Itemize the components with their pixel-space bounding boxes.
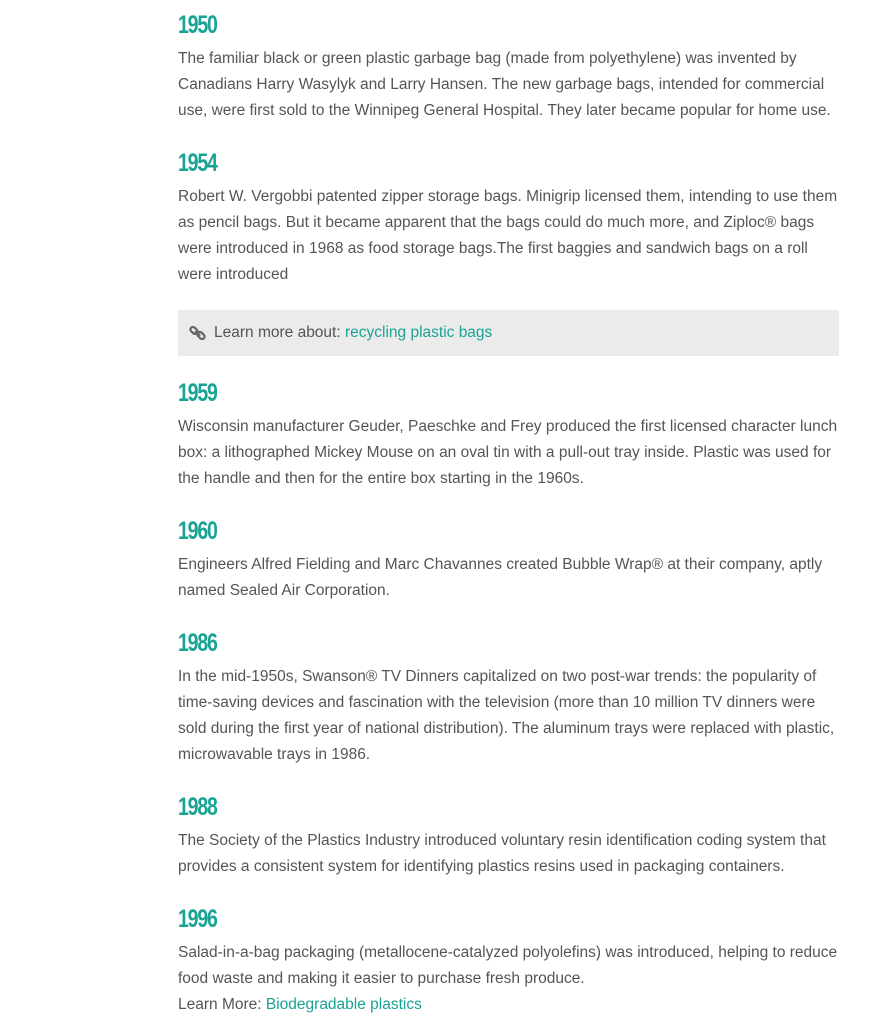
year-heading: 1988 bbox=[178, 793, 217, 821]
recycling-plastic-bags-link[interactable]: recycling plastic bags bbox=[344, 324, 493, 341]
year-heading: 1986 bbox=[178, 629, 217, 657]
timeline-entry-1954 bbox=[178, 148, 843, 310]
learn-more-prefix: Learn more about: bbox=[214, 324, 341, 341]
timeline-content bbox=[178, 10, 843, 1018]
timeline-entry-1986 bbox=[178, 628, 843, 792]
entry-text: Robert W. Vergobbi patented zipper storage bags. Minigrip licensed them, intending to use them as pencil bags. But it became apparent that the bags could do much more, and Ziploc® bags were introduced in 1968 as food storage bags.The first baggies and sandwich bags on a roll were introduced bbox=[178, 188, 838, 283]
timeline-entry-1988 bbox=[178, 792, 843, 904]
entry-text: Salad-in-a-bag packaging (metallocene-catalyzed polyolefins) was introduced, helping to reduce food waste and making it easier to purchase fresh produce. bbox=[178, 944, 838, 987]
year-heading: 1960 bbox=[178, 517, 217, 545]
year-heading: 1950 bbox=[178, 11, 217, 39]
entry-text: Engineers Alfred Fielding and Marc Chavannes created Bubble Wrap® at their company, aptly named Sealed Air Corporation. bbox=[178, 556, 823, 599]
entry-text: Wisconsin manufacturer Geuder, Paeschke and Frey produced the first licensed character lunch box: a lithographed Mickey Mouse on an oval tin with a pull-out tray inside. Plastic was used for the handle and then for the entire box starting in the 1960s. bbox=[178, 418, 838, 487]
learn-more-box bbox=[178, 310, 839, 356]
timeline-entry-1950 bbox=[178, 10, 843, 148]
year-heading: 1996 bbox=[178, 905, 217, 933]
year-heading: 1954 bbox=[178, 149, 217, 177]
timeline-entry-1960 bbox=[178, 516, 843, 628]
learn-more-inline-prefix: Learn More: bbox=[178, 996, 262, 1013]
timeline-entry-1959 bbox=[178, 378, 843, 516]
biodegradable-plastics-link[interactable]: Biodegradable plastics bbox=[265, 996, 422, 1013]
learn-more-inline bbox=[178, 992, 843, 1018]
entry-text: In the mid-1950s, Swanson® TV Dinners capitalized on two post-war trends: the popularity of time-saving devices and fascination with the television (more than 10 million TV dinners were sold during the first year of national distribution). The aluminum trays were replaced with plastic, microwavable trays in 1986. bbox=[178, 668, 835, 763]
entry-text: The Society of the Plastics Industry introduced voluntary resin identification coding system that provides a consistent system for identifying plastics resins used in packaging containers. bbox=[178, 832, 826, 875]
entry-text: The familiar black or green plastic garbage bag (made from polyethylene) was invented by Canadians Harry Wasylyk and Larry Hansen. The new garbage bags, intended for commercial use, were first sold to the Winnipeg General Hospital. They later became popular for home use. bbox=[178, 50, 831, 119]
timeline-entry-1996 bbox=[178, 904, 843, 1018]
link-icon bbox=[188, 323, 208, 343]
year-heading: 1959 bbox=[178, 379, 217, 407]
